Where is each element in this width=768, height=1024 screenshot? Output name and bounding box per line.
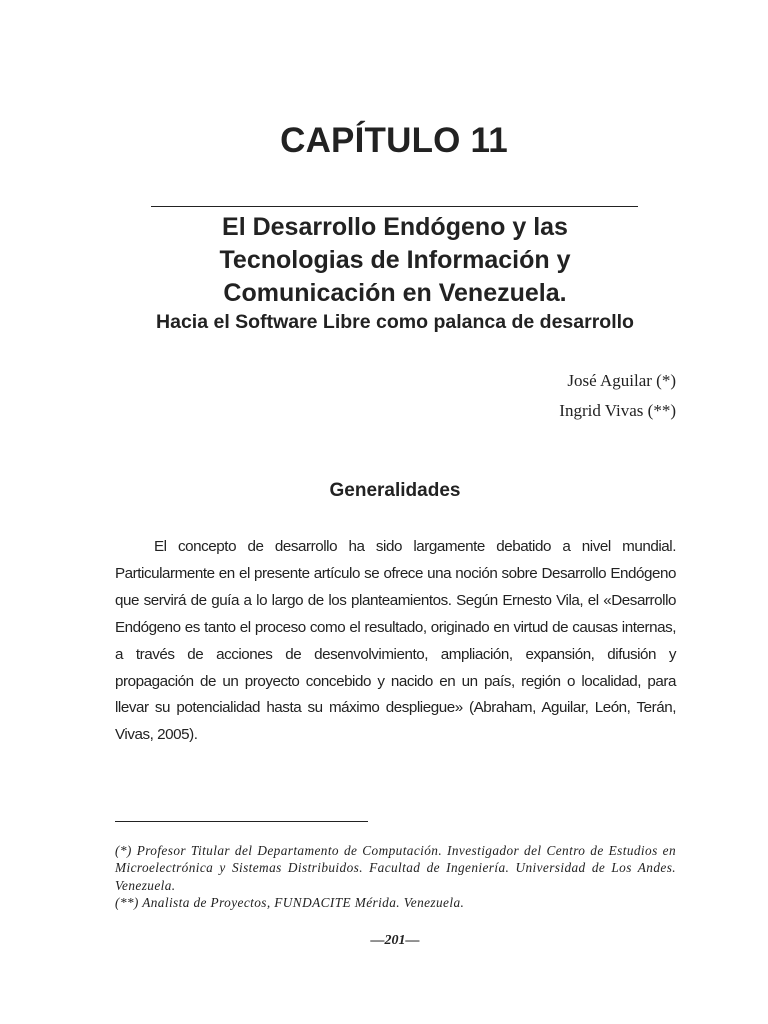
article-title (0, 211, 768, 310)
body-paragraph: El concepto de desarrollo ha sido largamente debatido a nivel mundial. Particularmente en el presente artículo se ofrece una noción sobre Desarrollo Endógeno que servirá de guía a lo largo de los planteamientos. Según Ernesto Vila, el «Desarrollo Endógeno es tanto el proceso como el resultado, originado en virtud de causas internas, a través de acciones de desenvolvimiento, ampliación, expansión, difusión y propagación de un proyecto concebido y nacido en un país, región o localidad, para llevar su potencialidad hasta su máximo despliegue» (Abraham, Aguilar, León, Terán, Vivas, 2005). (115, 538, 676, 744)
article-subtitle: Hacia el Software Libre como palanca de desarrollo (156, 311, 634, 333)
article-title-line: Comunicación en Venezuela. (223, 279, 567, 307)
footnote: (*) Profesor Titular del Departamento de Computación. Investigador del Centro de Estudios en Microelectrónica y Sistemas Distribuidos. Facultad de Ingeniería. Universidad de Los Andes. Venezuela. (115, 843, 676, 893)
article-title-line: El Desarrollo Endógeno y las (222, 213, 568, 241)
author-name: Ingrid Vivas (**) (559, 401, 676, 420)
footnote: (**) Analista de Proyectos, FUNDACITE Mérida. Venezuela. (115, 895, 465, 911)
footnotes (115, 842, 676, 912)
title-divider (151, 206, 638, 207)
page-number: —201— (370, 933, 420, 948)
author-list (559, 366, 676, 426)
footnote-divider (115, 821, 368, 822)
section-heading: Generalidades (329, 480, 461, 501)
article-title-line: Tecnologias de Información y (219, 246, 571, 274)
chapter-title: CAPÍTULO 11 (280, 121, 508, 160)
author-name: José Aguilar (*) (567, 371, 676, 390)
